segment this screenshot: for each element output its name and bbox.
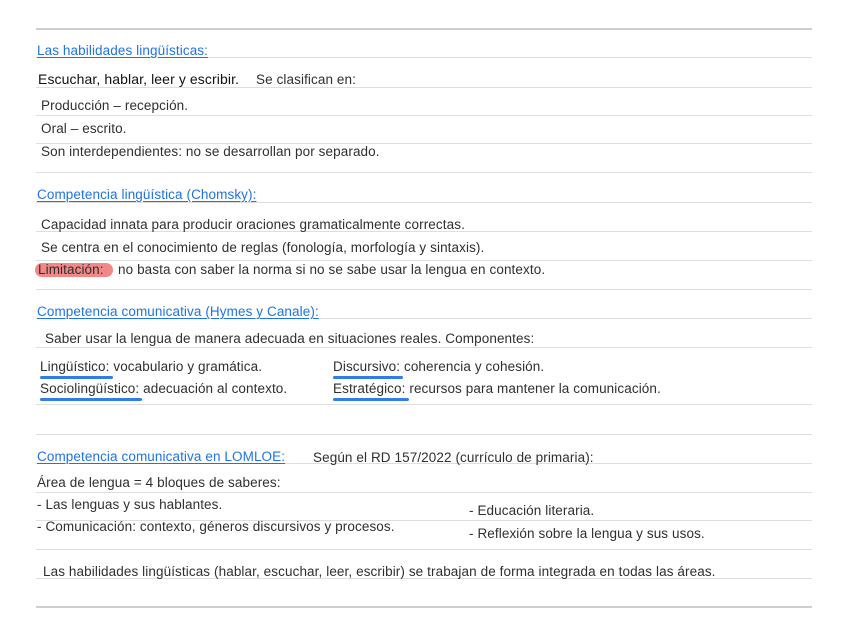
- ruled-line: [36, 492, 812, 493]
- lomloe-block: - Educación literaria.: [469, 503, 595, 518]
- lomloe-area: Área de lengua = 4 bloques de saberes:: [37, 475, 281, 490]
- heading-chomsky: Competencia lingüística (Chomsky):: [37, 187, 257, 202]
- habilidades-item: Son interdependientes: no se desarrollan por separado.: [41, 144, 380, 159]
- term-underline: [333, 376, 403, 379]
- ruled-line: [36, 404, 812, 405]
- component-estrategico: [333, 380, 661, 398]
- ruled-line: [36, 172, 812, 173]
- lomloe-closing: Las habilidades lingüísticas (hablar, escuchar, leer, escribir) se trabajan de forma integrada en todas las áreas.: [43, 564, 716, 579]
- ruled-line: [36, 549, 812, 550]
- habilidades-lead-bold: Escuchar, hablar, leer y escribir.: [38, 71, 240, 87]
- chomsky-item: Capacidad innata para producir oraciones gramaticalmente correctas.: [41, 217, 465, 232]
- component-desc: : recursos para mantener la comunicación.: [401, 381, 661, 396]
- component-desc: : coherencia y cohesión.: [396, 359, 545, 374]
- component-sociolinguistico: [40, 380, 287, 398]
- chomsky-limit-label: Limitación:: [38, 262, 104, 277]
- lomloe-title-rest: Según el RD 157/2022 (currículo de primaria):: [313, 450, 594, 465]
- bottom-border: [36, 606, 812, 608]
- comunicativa-intro: Saber usar la lengua de manera adecuada en situaciones reales. Componentes:: [45, 331, 535, 346]
- term-underline: [40, 376, 113, 379]
- component-term: Discursivo: [333, 359, 397, 374]
- habilidades-item: Producción – recepción.: [41, 98, 189, 113]
- component-term: Lingüístico: [40, 359, 106, 374]
- term-underline: [40, 398, 142, 401]
- heading-lomloe: Competencia comunicativa en LOMLOE:: [37, 449, 286, 464]
- term-underline: [333, 398, 409, 401]
- component-desc: : vocabulario y gramática.: [105, 359, 263, 374]
- ruled-line: [36, 289, 812, 290]
- chomsky-item: Se centra en el conocimiento de reglas (fonología, morfología y sintaxis).: [41, 240, 485, 255]
- habilidades-item: Oral – escrito.: [41, 121, 127, 136]
- component-desc: : adecuación al contexto.: [135, 381, 288, 396]
- component-linguistico: [40, 358, 262, 376]
- lomloe-block: - Las lenguas y sus hablantes.: [37, 497, 223, 512]
- ruled-line: [36, 434, 812, 435]
- component-discursivo: [333, 358, 544, 376]
- component-term: Estratégico: [333, 381, 402, 396]
- chomsky-limit-text: no basta con saber la norma si no se sabe usar la lengua en contexto.: [118, 262, 546, 277]
- component-term: Sociolingüístico: [40, 381, 136, 396]
- lomloe-block: - Reflexión sobre la lengua y sus usos.: [469, 526, 705, 541]
- heading-comunicativa: Competencia comunicativa (Hymes y Canale):: [37, 304, 319, 319]
- habilidades-lead-rest: Se clasifican en:: [256, 72, 357, 87]
- heading-habilidades: Las habilidades lingüísticas:: [37, 43, 209, 58]
- lomloe-block: - Comunicación: contexto, géneros discursivos y procesos.: [37, 519, 395, 534]
- ruled-line: [36, 115, 812, 116]
- top-border: [36, 28, 812, 30]
